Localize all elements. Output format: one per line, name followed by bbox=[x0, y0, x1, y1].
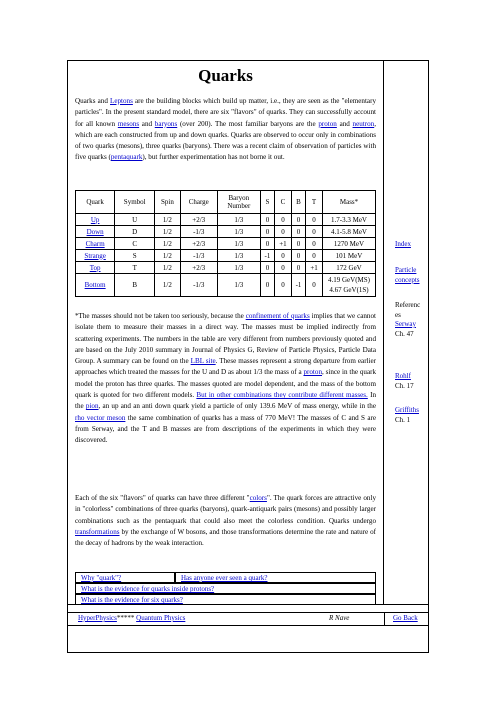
table-cell: 1/3 bbox=[217, 274, 260, 297]
table-cell: 0 bbox=[306, 214, 323, 226]
proton-link[interactable]: proton bbox=[303, 368, 322, 377]
table-cell: 1/3 bbox=[217, 250, 260, 262]
masses-text: , an up and an anti down quark yield a particle of only 139.6 MeV of mass energy, while in the bbox=[98, 402, 376, 411]
table-cell: 4.1-5.8 MeV bbox=[323, 226, 376, 238]
table-cell: 1/2 bbox=[155, 226, 181, 238]
references-label: Referenc bbox=[395, 301, 421, 309]
table-cell: 0 bbox=[260, 214, 274, 226]
colors-paragraph bbox=[75, 493, 376, 549]
table-cell: 1/2 bbox=[155, 238, 181, 250]
footer-left bbox=[78, 614, 185, 622]
table-cell: 1/2 bbox=[155, 250, 181, 262]
hyperphysics-link[interactable]: HyperPhysics bbox=[78, 614, 117, 622]
quark-table bbox=[75, 190, 376, 297]
table-cell: -1 bbox=[291, 274, 305, 297]
intro-paragraph bbox=[75, 96, 376, 164]
particle-concepts-link[interactable]: Particle bbox=[395, 266, 417, 274]
masses-paragraph bbox=[75, 311, 376, 447]
intro-text: and bbox=[139, 119, 155, 128]
col-header: Baryon Number bbox=[217, 191, 260, 214]
quark-name-link[interactable]: Down bbox=[76, 226, 115, 238]
table-cell: -1 bbox=[260, 250, 274, 262]
colors-link[interactable]: colors bbox=[249, 494, 267, 502]
col-header: Symbol bbox=[115, 191, 155, 214]
pentaquark-link[interactable]: pentaquark bbox=[110, 153, 143, 162]
table-cell: B bbox=[115, 274, 155, 297]
quark-name-link[interactable]: Up bbox=[76, 214, 115, 226]
table-cell: 0 bbox=[291, 262, 305, 274]
table-cell: 0 bbox=[291, 250, 305, 262]
table-row bbox=[76, 274, 376, 297]
serway-link[interactable]: Serway bbox=[395, 320, 416, 328]
intro-text: Quarks and bbox=[75, 97, 111, 105]
table-cell: 101 MeV bbox=[323, 250, 376, 262]
pion-link[interactable]: pion bbox=[85, 402, 99, 411]
sidebar-particle-concepts bbox=[395, 266, 420, 285]
table-cell: -1/3 bbox=[180, 250, 217, 262]
griffiths-link[interactable]: Griffiths bbox=[395, 406, 419, 414]
table-cell: 0 bbox=[275, 250, 292, 262]
table-cell: S bbox=[115, 250, 155, 262]
table-cell: 0 bbox=[291, 238, 305, 250]
col-header: T bbox=[306, 191, 323, 214]
table-cell: +1 bbox=[275, 238, 292, 250]
page-title: Quarks bbox=[198, 66, 253, 85]
table-cell: 0 bbox=[306, 274, 323, 297]
quantum-physics-link[interactable]: Quantum Physics bbox=[136, 614, 186, 622]
why-quark-link[interactable]: Why "quark"? bbox=[81, 574, 122, 582]
rohlf-chapter: Ch. 17 bbox=[395, 381, 414, 390]
leptons-link[interactable]: Leptons bbox=[110, 97, 133, 105]
rho-meson-link[interactable]: rho vector meson bbox=[75, 413, 126, 422]
serway-chapter: Ch. 47 bbox=[395, 329, 414, 338]
quark-name-link[interactable]: Strange bbox=[76, 250, 115, 262]
table-cell: 0 bbox=[260, 274, 274, 297]
index-link[interactable]: Index bbox=[395, 240, 411, 248]
col-header: B bbox=[291, 191, 305, 214]
quark-name-link[interactable]: Top bbox=[76, 262, 115, 274]
table-cell: 0 bbox=[306, 238, 323, 250]
confinement-link[interactable]: confinement of quarks bbox=[245, 312, 310, 320]
neutron-link[interactable]: neutron bbox=[352, 119, 375, 128]
table-cell: 0 bbox=[260, 262, 274, 274]
masses-text: *The masses should not be taken too seriously, because the bbox=[75, 312, 246, 320]
table-cell: 1/2 bbox=[155, 274, 181, 297]
table-cell: 0 bbox=[260, 226, 274, 238]
seen-quark-link[interactable]: Has anyone ever seen a quark? bbox=[181, 574, 268, 582]
col-header: S bbox=[260, 191, 274, 214]
table-cell: +1 bbox=[306, 262, 323, 274]
table-cell: 0 bbox=[291, 226, 305, 238]
sidebar-references bbox=[395, 301, 420, 339]
table-header-row bbox=[76, 191, 376, 214]
table-cell: +2/3 bbox=[180, 262, 217, 274]
table-cell: U bbox=[115, 214, 155, 226]
table-row bbox=[76, 214, 376, 226]
seen-quark-box bbox=[175, 572, 376, 583]
masses-text: the same combination of quarks has a mass of 770 MeV! The masses of C and S are from Serway, and the T and B masses are from descriptions of the experiments in which they were discovered. bbox=[75, 413, 376, 445]
table-cell: +2/3 bbox=[180, 214, 217, 226]
colors-text: Each of the six "flavors" of quarks can have three different " bbox=[75, 494, 250, 502]
table-cell: 1/3 bbox=[217, 262, 260, 274]
mass-ms: 4.19 GeV(MS) bbox=[328, 276, 370, 284]
table-cell: D bbox=[115, 226, 155, 238]
table-cell: C bbox=[115, 238, 155, 250]
table-cell: 1270 MeV bbox=[323, 238, 376, 250]
particle-concepts-link[interactable]: concepts bbox=[395, 275, 420, 284]
colors-text: ". The quark forces are attractive only in "colorless" combinations of three quarks (baryons), quark-antiquark pairs (mesons) and possibly larger combinations such as the pentaquark that could also meet the colorless condition. Quarks undergo bbox=[75, 494, 376, 525]
table-row bbox=[76, 226, 376, 238]
masses-text: implies that we cannot isolate them to measure their masses in a direct way. The masses must be implied indirectly from scattering experiments. The numbers in the table are very different from numbers previously quoted and are based on the July 2010 summary in Journal of Physics G, Review of Particle Physics, Particle Data Group. A summary can be found on the bbox=[75, 312, 376, 366]
mass-1s: 4.67 GeV(1S) bbox=[329, 286, 369, 294]
griffiths-chapter: Ch. 1 bbox=[395, 415, 411, 424]
masses-text: , since in the quark model the proton has three quarks. The masses quoted are model dependent, and the mass of the bottom quark is quoted for two different models. bbox=[75, 368, 376, 400]
intro-text: are the building blocks which build up matter, i.e., they are seen as the "elementary particles". In the present standard model, there are six "flavors" of quarks. They can successfully account for all known bbox=[75, 97, 376, 128]
table-row bbox=[76, 250, 376, 262]
sidebar-index bbox=[395, 240, 411, 250]
table-cell: +2/3 bbox=[180, 238, 217, 250]
table-cell: 0 bbox=[275, 262, 292, 274]
other-combinations-link[interactable]: But in other combinations they contribute different masses. bbox=[196, 391, 368, 400]
table-cell: 0 bbox=[306, 226, 323, 238]
footer-divider bbox=[384, 612, 385, 626]
table-cell: 1/3 bbox=[217, 214, 260, 226]
table-cell: 1/3 bbox=[217, 238, 260, 250]
col-header: Quark bbox=[76, 191, 115, 214]
transformations-link[interactable]: transformations bbox=[75, 527, 120, 536]
table-cell: 0 bbox=[291, 214, 305, 226]
mesons-link[interactable]: mesons bbox=[117, 119, 140, 128]
intro-text: (over 200). The most familiar baryons are the bbox=[177, 119, 319, 128]
table-cell: 1/2 bbox=[155, 214, 181, 226]
table-cell: 0 bbox=[260, 238, 274, 250]
masses-text: . These masses represent a strong departure from earlier approaches which treated the masses for the U and D as about 1/3 the mass of a bbox=[75, 357, 377, 377]
protons-evidence-link[interactable]: What is the evidence for quarks inside protons? bbox=[81, 585, 215, 593]
rohlf-link[interactable]: Rohlf bbox=[395, 372, 411, 380]
proton-link[interactable]: proton bbox=[318, 119, 337, 128]
protons-evidence-box bbox=[75, 583, 376, 594]
table-cell: -1/3 bbox=[180, 274, 217, 297]
lbl-site-link[interactable]: LBL site bbox=[190, 357, 216, 366]
why-quark-box bbox=[75, 572, 175, 583]
table-cell: 1/2 bbox=[155, 262, 181, 274]
table-cell: -1/3 bbox=[180, 226, 217, 238]
intro-text: , which are each constructed from up and down quarks. Quarks are observed to occur only in combinations of two quarks (mesons), three quarks (baryons). There was a recent claim of observation of particles with five quarks ( bbox=[75, 119, 376, 162]
author-name: R Nave bbox=[329, 614, 350, 622]
go-back-link[interactable]: Go Back bbox=[393, 614, 418, 622]
sidebar-griffiths bbox=[395, 406, 419, 425]
sidebar-rohlf bbox=[395, 372, 414, 391]
table-cell: 172 GeV bbox=[323, 262, 376, 274]
table-row bbox=[76, 238, 376, 250]
table-cell: T bbox=[115, 262, 155, 274]
table-row bbox=[76, 262, 376, 274]
masses-text: In the bbox=[75, 391, 376, 411]
col-header: C bbox=[275, 191, 292, 214]
intro-text: and bbox=[336, 119, 353, 128]
footer-stars: ***** bbox=[116, 614, 135, 622]
intro-text: ), but further experimentation has not borne it out. bbox=[142, 153, 285, 162]
table-cell: 0 bbox=[275, 226, 292, 238]
quark-name-link[interactable]: Bottom bbox=[76, 274, 115, 297]
baryons-link[interactable]: baryons bbox=[154, 119, 178, 128]
colors-text: by the exchange of W bosons, and those transformations determine the rate and nature of the decay of hadrons by the weak interaction. bbox=[75, 527, 376, 548]
table-cell: 1/3 bbox=[217, 226, 260, 238]
table-cell: 0 bbox=[306, 250, 323, 262]
table-cell: 1.7-3.3 MeV bbox=[323, 214, 376, 226]
table-cell: 0 bbox=[275, 214, 292, 226]
references-label: es bbox=[395, 310, 401, 319]
quark-name-link[interactable]: Charm bbox=[76, 238, 115, 250]
col-header: Spin bbox=[155, 191, 181, 214]
col-header: Charge bbox=[180, 191, 217, 214]
six-quarks-link[interactable]: What is the evidence for six quarks? bbox=[81, 596, 183, 604]
table-cell bbox=[323, 274, 376, 297]
footer-right bbox=[393, 614, 418, 622]
col-header: Mass* bbox=[323, 191, 376, 214]
six-quarks-box bbox=[75, 594, 376, 605]
table-cell: 0 bbox=[275, 274, 292, 297]
